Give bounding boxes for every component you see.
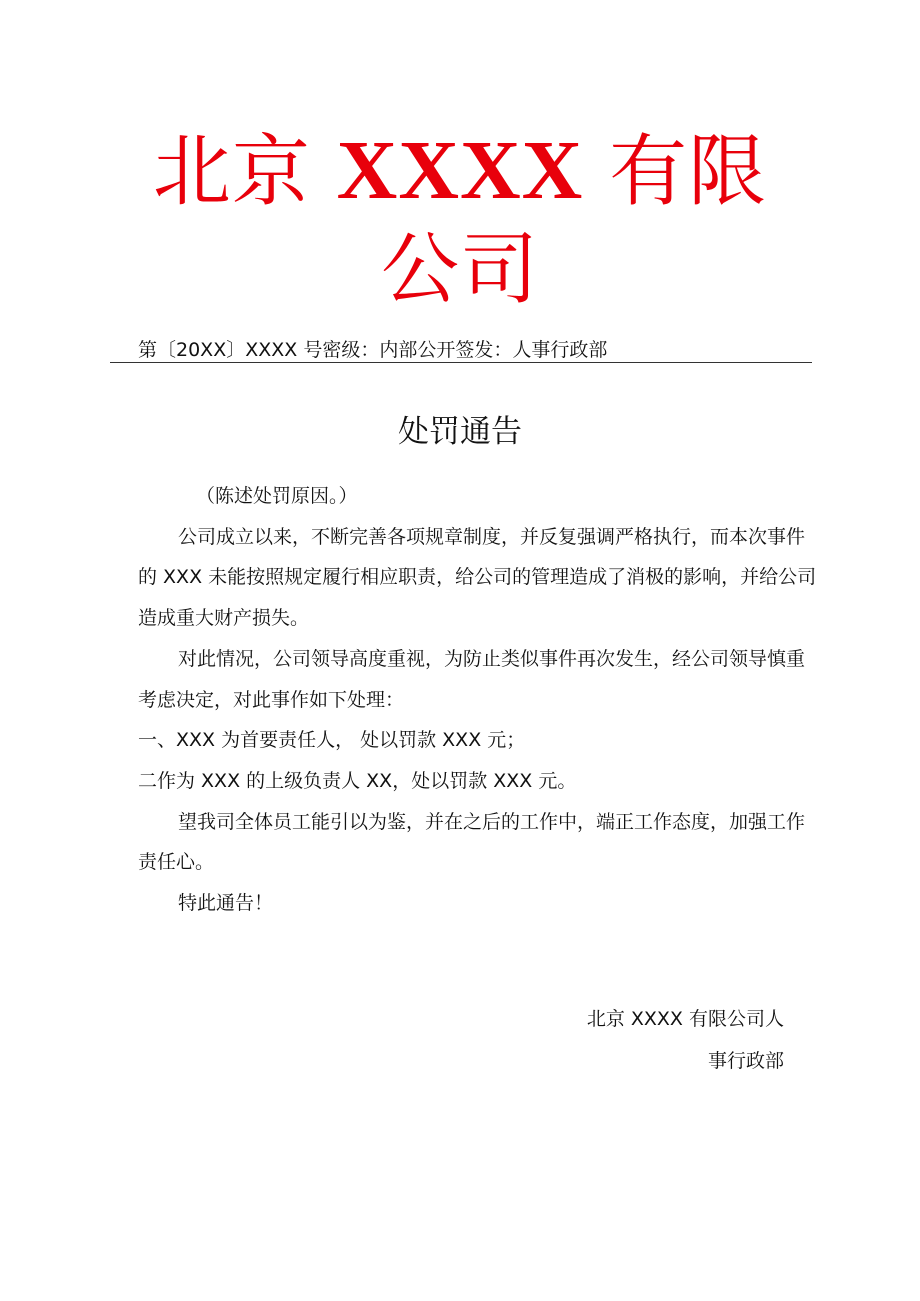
closing-line: 特此通告！ xyxy=(178,892,274,915)
notice-title: 处罚通告 xyxy=(398,414,522,450)
body-paragraph: 公司成立以来，不断完善各项规章制度，并反复强调严格执行，而本次事件的 XXX 未能按照规定履行相应职责，给公司的管理造成了消极的影响，并给公司造成重大财产损失。 xyxy=(138,525,817,630)
letterhead-prefix: 北京 xyxy=(152,127,311,217)
company-letterhead xyxy=(130,122,790,319)
letterhead-suffix: 有限公司 xyxy=(380,127,768,315)
body-paragraph: 望我司全体员工能引以为鉴，并在之后的工作中，端正工作态度，加强工作责任心。 xyxy=(138,810,806,874)
penalty-item-2: 二作为 XXX 的上级负责人 XX，处以罚款 XXX 元。 xyxy=(138,769,577,792)
letterhead-latin: XXXX xyxy=(336,124,584,217)
signature-line-2: 事行政部 xyxy=(707,1050,784,1072)
header-divider xyxy=(110,362,812,363)
penalty-item-1: 一、XXX 为首要责任人， 处以罚款 XXX 元； xyxy=(138,729,526,752)
signature-line-1: 北京 XXXX 有限公司人 xyxy=(586,1008,784,1030)
reason-placeholder: （陈述处罚原因。） xyxy=(196,485,358,507)
document-number-line: 第〔20XX〕XXXX 号密级：内部公开签发：人事行政部 xyxy=(138,339,608,361)
notice-body xyxy=(138,476,818,924)
signature-block xyxy=(587,998,784,1082)
body-paragraph: 对此情况，公司领导高度重视，为防止类似事件再次发生，经公司领导慎重考虑决定，对此事作如下处理： xyxy=(138,647,806,711)
